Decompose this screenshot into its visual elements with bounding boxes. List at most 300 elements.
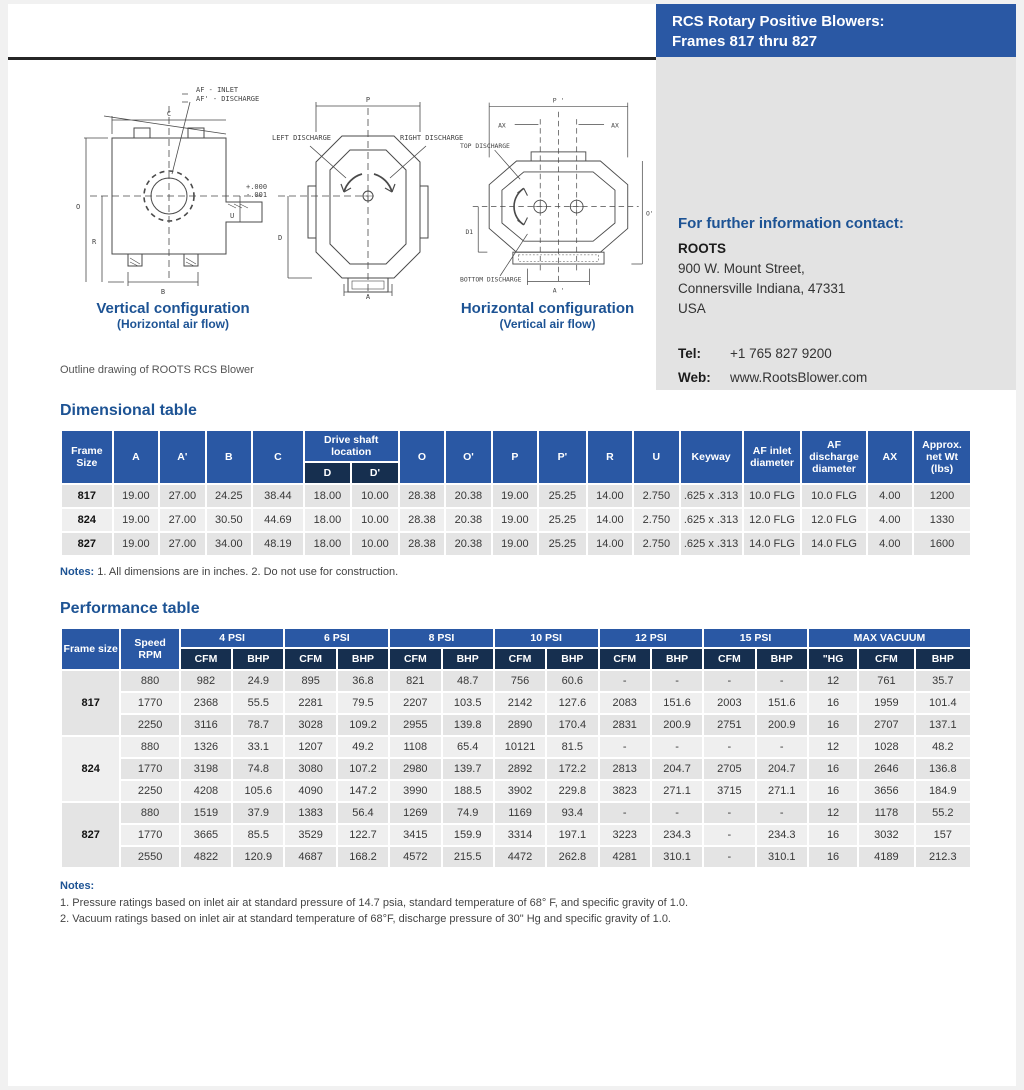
perf-cell: 3223 bbox=[600, 825, 650, 845]
perf-header-row bbox=[62, 629, 970, 647]
caption-horizontal-title: Horizontal configuration bbox=[460, 300, 635, 317]
dim-cell: 20.38 bbox=[446, 533, 490, 555]
dim-cell: 48.19 bbox=[253, 533, 303, 555]
dimensional-notes-text: 1. All dimensions are in inches. 2. Do not use for construction. bbox=[97, 566, 399, 578]
dim-cell: 2.750 bbox=[634, 509, 678, 531]
dimensional-notes bbox=[60, 566, 976, 578]
dim-cell: 14.0 FLG bbox=[744, 533, 801, 555]
tel-label: Tel: bbox=[678, 346, 701, 361]
dim-subheader: D' bbox=[352, 463, 398, 483]
perf-subheader: CFM bbox=[600, 649, 650, 669]
perf-subheader: BHP bbox=[338, 649, 388, 669]
perf-cell: 184.9 bbox=[916, 781, 970, 801]
perf-cell: 756 bbox=[495, 671, 545, 691]
dim-cell: 10.00 bbox=[352, 485, 398, 507]
header-divider bbox=[8, 57, 656, 60]
performance-table-body bbox=[62, 671, 970, 867]
banner-title-line2: Frames 817 thru 827 bbox=[672, 33, 818, 51]
contact-address-2: Connersville Indiana, 47331 bbox=[678, 281, 846, 296]
perf-group-header: 4 PSI bbox=[181, 629, 284, 647]
perf-cell: 2646 bbox=[859, 759, 913, 779]
perf-cell: 197.1 bbox=[547, 825, 597, 845]
perf-cell: 105.6 bbox=[233, 781, 283, 801]
dim-cell: 25.25 bbox=[539, 485, 586, 507]
perf-cell: 310.1 bbox=[652, 847, 702, 867]
perf-cell: 2083 bbox=[600, 693, 650, 713]
dim-cell: 28.38 bbox=[400, 485, 444, 507]
performance-notes-label: Notes: bbox=[60, 880, 95, 892]
dim-header: AF inlet diameter bbox=[744, 431, 801, 483]
dim-cell: 27.00 bbox=[160, 533, 204, 555]
perf-subheader: CFM bbox=[495, 649, 545, 669]
perf-cell: - bbox=[652, 803, 702, 823]
perf-row bbox=[62, 759, 970, 779]
perf-cell: 1108 bbox=[390, 737, 440, 757]
speed-cell: 880 bbox=[121, 671, 178, 691]
contact-company: ROOTS bbox=[678, 241, 727, 256]
perf-cell: 139.8 bbox=[443, 715, 493, 735]
perf-cell: 2751 bbox=[704, 715, 754, 735]
speed-cell: 1770 bbox=[121, 759, 178, 779]
web-value: www.RootsBlower.com bbox=[730, 370, 868, 385]
perf-cell: 36.8 bbox=[338, 671, 388, 691]
dim-cell: 4.00 bbox=[868, 485, 912, 507]
perf-row bbox=[62, 781, 970, 801]
perf-cell: 49.2 bbox=[338, 737, 388, 757]
dim-cell: 4.00 bbox=[868, 533, 912, 555]
perf-cell: 16 bbox=[809, 825, 857, 845]
perf-cell: 3314 bbox=[495, 825, 545, 845]
perf-row bbox=[62, 847, 970, 867]
dim-d-label: D bbox=[278, 234, 283, 242]
perf-group-header: 12 PSI bbox=[600, 629, 703, 647]
dim-cell: 34.00 bbox=[207, 533, 251, 555]
perf-cell: 2955 bbox=[390, 715, 440, 735]
perf-cell: 157 bbox=[916, 825, 970, 845]
perf-cell: 48.7 bbox=[443, 671, 493, 691]
dim-header: Frame Size bbox=[62, 431, 112, 483]
tolerance-plus-label: +.000 bbox=[246, 183, 268, 191]
speed-cell: 2250 bbox=[121, 715, 178, 735]
perf-cell: 4281 bbox=[600, 847, 650, 867]
dim-cell: 19.00 bbox=[493, 533, 537, 555]
perf-cell: 60.6 bbox=[547, 671, 597, 691]
perf-cell: 2707 bbox=[859, 715, 913, 735]
perf-cell: 3080 bbox=[285, 759, 335, 779]
perf-cell: 74.8 bbox=[233, 759, 283, 779]
perf-row bbox=[62, 693, 970, 713]
perf-cell: - bbox=[757, 803, 807, 823]
performance-note-1: 1. Pressure ratings based on inlet air at standard pressure of 14.7 psia, standard temperature of 68° F, and specific gravity of 1.0. bbox=[60, 896, 689, 909]
perf-row bbox=[62, 671, 970, 691]
perf-cell: 3116 bbox=[181, 715, 231, 735]
perf-cell: 78.7 bbox=[233, 715, 283, 735]
perf-cell: 204.7 bbox=[757, 759, 807, 779]
dim-row bbox=[62, 485, 970, 507]
vertical-configuration-drawing bbox=[64, 76, 276, 300]
perf-cell: 895 bbox=[285, 671, 335, 691]
dim-cell: 20.38 bbox=[446, 485, 490, 507]
perf-cell: 2980 bbox=[390, 759, 440, 779]
speed-cell: 880 bbox=[121, 737, 178, 757]
dim-cell: 12.0 FLG bbox=[744, 509, 801, 531]
perf-cell: 4472 bbox=[495, 847, 545, 867]
dim-cell: 30.50 bbox=[207, 509, 251, 531]
right-discharge-label: RIGHT DISCHARGE bbox=[400, 134, 464, 142]
dim-header: Drive shaft location bbox=[305, 431, 398, 461]
datasheet-page bbox=[8, 4, 1016, 1086]
dim-header: O bbox=[400, 431, 444, 483]
caption-vertical-configuration bbox=[43, 300, 303, 331]
dim-cell: 14.00 bbox=[588, 509, 632, 531]
perf-cell: 12 bbox=[809, 671, 857, 691]
perf-cell: - bbox=[704, 803, 754, 823]
dim-header: P bbox=[493, 431, 537, 483]
dimensional-table-body bbox=[62, 485, 970, 555]
dim-cell: 19.00 bbox=[114, 533, 158, 555]
perf-cell: 4208 bbox=[181, 781, 231, 801]
dim-cell: 44.69 bbox=[253, 509, 303, 531]
perf-cell: 4572 bbox=[390, 847, 440, 867]
perf-group-header: 8 PSI bbox=[390, 629, 493, 647]
perf-speed-header: Speed RPM bbox=[121, 629, 178, 669]
perf-cell: 234.3 bbox=[652, 825, 702, 845]
dim-cell: 14.00 bbox=[588, 485, 632, 507]
perf-cell: - bbox=[704, 847, 754, 867]
dim-o-prime-label: O' bbox=[645, 209, 654, 218]
perf-cell: 24.9 bbox=[233, 671, 283, 691]
perf-cell: 200.9 bbox=[652, 715, 702, 735]
perf-cell: 2281 bbox=[285, 693, 335, 713]
perf-subheader: CFM bbox=[181, 649, 231, 669]
perf-cell: 122.7 bbox=[338, 825, 388, 845]
frame-size-cell: 817 bbox=[62, 485, 112, 507]
perf-cell: 271.1 bbox=[757, 781, 807, 801]
dim-cell: 25.25 bbox=[539, 509, 586, 531]
perf-cell: 2831 bbox=[600, 715, 650, 735]
contact-address-3: USA bbox=[678, 301, 706, 316]
perf-cell: 168.2 bbox=[338, 847, 388, 867]
perf-subheader: "HG bbox=[809, 649, 857, 669]
dim-header: AX bbox=[868, 431, 912, 483]
perf-cell: 1326 bbox=[181, 737, 231, 757]
caption-horizontal-configuration bbox=[420, 300, 675, 331]
perf-cell: 120.9 bbox=[233, 847, 283, 867]
dim-p-label: P bbox=[365, 96, 371, 104]
perf-cell: 16 bbox=[809, 781, 857, 801]
dim-ax-left-label: AX bbox=[498, 121, 506, 130]
perf-cell: - bbox=[704, 825, 754, 845]
dimensional-table bbox=[60, 429, 972, 557]
perf-cell: 170.4 bbox=[547, 715, 597, 735]
perf-cell: 761 bbox=[859, 671, 913, 691]
performance-notes bbox=[60, 878, 976, 928]
perf-frame-cell: 817 bbox=[62, 671, 119, 735]
contact-tel-row bbox=[678, 346, 998, 361]
perf-cell: 3990 bbox=[390, 781, 440, 801]
dim-header: A bbox=[114, 431, 158, 483]
dim-cell: 20.38 bbox=[446, 509, 490, 531]
perf-cell: 215.5 bbox=[443, 847, 493, 867]
dimensional-table-title: Dimensional table bbox=[60, 402, 197, 419]
dim-cell: 2.750 bbox=[634, 485, 678, 507]
speed-cell: 2550 bbox=[121, 847, 178, 867]
perf-cell: 212.3 bbox=[916, 847, 970, 867]
perf-cell: 103.5 bbox=[443, 693, 493, 713]
dim-cell: 19.00 bbox=[114, 485, 158, 507]
perf-cell: - bbox=[757, 671, 807, 691]
dim-cell: 1600 bbox=[914, 533, 970, 555]
perf-cell: 12 bbox=[809, 737, 857, 757]
perf-cell: 55.2 bbox=[916, 803, 970, 823]
perf-group-header: 10 PSI bbox=[495, 629, 598, 647]
perf-frame-header: Frame size bbox=[62, 629, 119, 669]
perf-cell: 147.2 bbox=[338, 781, 388, 801]
dim-cell: 28.38 bbox=[400, 533, 444, 555]
performance-table-head bbox=[62, 629, 970, 669]
speed-cell: 2250 bbox=[121, 781, 178, 801]
perf-cell: 3415 bbox=[390, 825, 440, 845]
top-discharge-label: TOP DISCHARGE bbox=[460, 142, 510, 151]
perf-cell: 200.9 bbox=[757, 715, 807, 735]
speed-cell: 1770 bbox=[121, 825, 178, 845]
perf-cell: 310.1 bbox=[757, 847, 807, 867]
perf-cell: 16 bbox=[809, 693, 857, 713]
perf-row bbox=[62, 715, 970, 735]
caption-vertical-sub: (Horizontal air flow) bbox=[117, 317, 229, 331]
perf-subheader: BHP bbox=[916, 649, 970, 669]
dim-cell: 4.00 bbox=[868, 509, 912, 531]
contact-address-1: 900 W. Mount Street, bbox=[678, 261, 805, 276]
dim-cell: 10.00 bbox=[352, 533, 398, 555]
bottom-discharge-label: BOTTOM DISCHARGE bbox=[460, 275, 522, 284]
perf-cell: 159.9 bbox=[443, 825, 493, 845]
perf-cell: 1959 bbox=[859, 693, 913, 713]
perf-cell: 3715 bbox=[704, 781, 754, 801]
dim-cell: 10.0 FLG bbox=[802, 485, 865, 507]
banner-title bbox=[656, 4, 1016, 57]
perf-group-header: MAX VACUUM bbox=[809, 629, 970, 647]
perf-cell: 2892 bbox=[495, 759, 545, 779]
perf-cell: 137.1 bbox=[916, 715, 970, 735]
dim-a-label: A bbox=[365, 293, 371, 300]
perf-subheader: BHP bbox=[547, 649, 597, 669]
perf-subheader: BHP bbox=[652, 649, 702, 669]
perf-cell: 2207 bbox=[390, 693, 440, 713]
perf-cell: - bbox=[704, 737, 754, 757]
perf-group-header: 6 PSI bbox=[285, 629, 388, 647]
dim-cell: 10.0 FLG bbox=[744, 485, 801, 507]
perf-cell: 37.9 bbox=[233, 803, 283, 823]
perf-subheader: CFM bbox=[390, 649, 440, 669]
vertical-side-view-drawing bbox=[270, 88, 466, 300]
perf-cell: 3032 bbox=[859, 825, 913, 845]
perf-cell: 79.5 bbox=[338, 693, 388, 713]
contact-block bbox=[678, 215, 998, 385]
left-discharge-label: LEFT DISCHARGE bbox=[272, 134, 332, 142]
dim-cell: 27.00 bbox=[160, 485, 204, 507]
dim-header: U bbox=[634, 431, 678, 483]
dim-cell: 19.00 bbox=[493, 509, 537, 531]
perf-row bbox=[62, 803, 970, 823]
dimensional-notes-label: Notes: bbox=[60, 566, 95, 578]
dim-header: Keyway bbox=[681, 431, 742, 483]
perf-cell: 12 bbox=[809, 803, 857, 823]
performance-table-title: Performance table bbox=[60, 600, 200, 617]
dim-cell: 28.38 bbox=[400, 509, 444, 531]
dim-o-label: O bbox=[76, 203, 81, 211]
contact-heading: For further information contact: bbox=[678, 215, 904, 232]
dim-ax-right-label: AX bbox=[611, 121, 619, 130]
dim-cell: 14.00 bbox=[588, 533, 632, 555]
dim-cell: 2.750 bbox=[634, 533, 678, 555]
perf-cell: 107.2 bbox=[338, 759, 388, 779]
dim-c-label: C bbox=[166, 110, 172, 118]
web-label: Web: bbox=[678, 370, 711, 385]
perf-cell: 229.8 bbox=[547, 781, 597, 801]
perf-cell: - bbox=[652, 737, 702, 757]
speed-cell: 1770 bbox=[121, 693, 178, 713]
perf-cell: 2142 bbox=[495, 693, 545, 713]
dim-header: Approx. net Wt (lbs) bbox=[914, 431, 970, 483]
perf-cell: 172.2 bbox=[547, 759, 597, 779]
perf-cell: 1269 bbox=[390, 803, 440, 823]
dimensional-table-head bbox=[62, 431, 970, 483]
dim-header: A' bbox=[160, 431, 204, 483]
perf-cell: 4090 bbox=[285, 781, 335, 801]
perf-cell: 33.1 bbox=[233, 737, 283, 757]
dim-header-row bbox=[62, 431, 970, 461]
dim-cell: 27.00 bbox=[160, 509, 204, 531]
perf-cell: - bbox=[600, 671, 650, 691]
perf-cell: 2368 bbox=[181, 693, 231, 713]
perf-cell: 55.5 bbox=[233, 693, 283, 713]
tolerance-minus-label: -.001 bbox=[246, 191, 268, 199]
perf-cell: 101.4 bbox=[916, 693, 970, 713]
outline-drawing-note: Outline drawing of ROOTS RCS Blower bbox=[60, 364, 254, 376]
dim-header: O' bbox=[446, 431, 490, 483]
perf-cell: 982 bbox=[181, 671, 231, 691]
af-discharge-label: AF' - DISCHARGE bbox=[196, 95, 260, 103]
perf-row bbox=[62, 825, 970, 845]
dim-header: AF discharge diameter bbox=[802, 431, 865, 483]
dim-header: R bbox=[588, 431, 632, 483]
perf-cell: 151.6 bbox=[757, 693, 807, 713]
perf-subheader: BHP bbox=[233, 649, 283, 669]
perf-cell: 93.4 bbox=[547, 803, 597, 823]
tables-section bbox=[60, 402, 976, 928]
perf-cell: 16 bbox=[809, 715, 857, 735]
perf-cell: 1169 bbox=[495, 803, 545, 823]
dim-cell: 19.00 bbox=[493, 485, 537, 507]
dim-row bbox=[62, 509, 970, 531]
dim-cell: 1200 bbox=[914, 485, 970, 507]
perf-cell: 4822 bbox=[181, 847, 231, 867]
perf-cell: 4189 bbox=[859, 847, 913, 867]
dim-p-prime-label: P ' bbox=[552, 96, 565, 105]
dim-u-label: U bbox=[230, 212, 235, 220]
horizontal-configuration-drawing bbox=[460, 80, 656, 304]
perf-cell: 56.4 bbox=[338, 803, 388, 823]
dim-cell: 10.00 bbox=[352, 509, 398, 531]
perf-frame-cell: 824 bbox=[62, 737, 119, 801]
frame-size-cell: 824 bbox=[62, 509, 112, 531]
dim-cell: .625 x .313 bbox=[681, 509, 742, 531]
perf-cell: 3529 bbox=[285, 825, 335, 845]
perf-cell: 1383 bbox=[285, 803, 335, 823]
dim-cell: 18.00 bbox=[305, 485, 351, 507]
contact-web-row bbox=[678, 370, 998, 385]
perf-cell: 271.1 bbox=[652, 781, 702, 801]
dim-r-label: R bbox=[92, 238, 97, 246]
perf-cell: - bbox=[652, 671, 702, 691]
perf-cell: 204.7 bbox=[652, 759, 702, 779]
dim-header: B bbox=[207, 431, 251, 483]
perf-subheader: BHP bbox=[443, 649, 493, 669]
dim-cell: 18.00 bbox=[305, 509, 351, 531]
perf-cell: 262.8 bbox=[547, 847, 597, 867]
dim-cell: .625 x .313 bbox=[681, 485, 742, 507]
perf-subheader: BHP bbox=[757, 649, 807, 669]
dim-subheader: D bbox=[305, 463, 351, 483]
dim-cell: 38.44 bbox=[253, 485, 303, 507]
perf-cell: 3823 bbox=[600, 781, 650, 801]
perf-cell: 48.2 bbox=[916, 737, 970, 757]
af-inlet-label: AF - INLET bbox=[196, 86, 239, 94]
perf-cell: 127.6 bbox=[547, 693, 597, 713]
perf-cell: 81.5 bbox=[547, 737, 597, 757]
speed-cell: 880 bbox=[121, 803, 178, 823]
performance-note-2: 2. Vacuum ratings based on inlet air at standard temperature of 68°F, discharge pressure of 30" Hg and specific gravity of 1.0. bbox=[60, 913, 671, 925]
perf-row bbox=[62, 737, 970, 757]
perf-cell: 151.6 bbox=[652, 693, 702, 713]
dim-cell: 19.00 bbox=[114, 509, 158, 531]
perf-cell: 2705 bbox=[704, 759, 754, 779]
perf-cell: 1207 bbox=[285, 737, 335, 757]
tel-value: +1 765 827 9200 bbox=[730, 346, 832, 361]
caption-vertical-title: Vertical configuration bbox=[96, 300, 250, 317]
perf-cell: 2890 bbox=[495, 715, 545, 735]
dim-cell: 14.0 FLG bbox=[802, 533, 865, 555]
perf-subheader: CFM bbox=[285, 649, 335, 669]
perf-cell: 1028 bbox=[859, 737, 913, 757]
dim-cell: 1330 bbox=[914, 509, 970, 531]
perf-cell: 3028 bbox=[285, 715, 335, 735]
perf-group-header: 15 PSI bbox=[704, 629, 807, 647]
perf-cell: 2813 bbox=[600, 759, 650, 779]
dim-header: C bbox=[253, 431, 303, 483]
perf-cell: 109.2 bbox=[338, 715, 388, 735]
perf-subheader: CFM bbox=[704, 649, 754, 669]
perf-cell: 234.3 bbox=[757, 825, 807, 845]
perf-cell: 74.9 bbox=[443, 803, 493, 823]
dim-cell: .625 x .313 bbox=[681, 533, 742, 555]
perf-cell: - bbox=[757, 737, 807, 757]
side-panel bbox=[656, 57, 1016, 390]
perf-cell: - bbox=[600, 737, 650, 757]
perf-cell: 136.8 bbox=[916, 759, 970, 779]
perf-cell: 10121 bbox=[495, 737, 545, 757]
perf-cell: 139.7 bbox=[443, 759, 493, 779]
perf-cell: 65.4 bbox=[443, 737, 493, 757]
dim-cell: 25.25 bbox=[539, 533, 586, 555]
perf-cell: 188.5 bbox=[443, 781, 493, 801]
dim-cell: 18.00 bbox=[305, 533, 351, 555]
dim-header: P' bbox=[539, 431, 586, 483]
perf-cell: 35.7 bbox=[916, 671, 970, 691]
perf-cell: 3198 bbox=[181, 759, 231, 779]
dim-d1-label: D1 bbox=[465, 227, 474, 236]
